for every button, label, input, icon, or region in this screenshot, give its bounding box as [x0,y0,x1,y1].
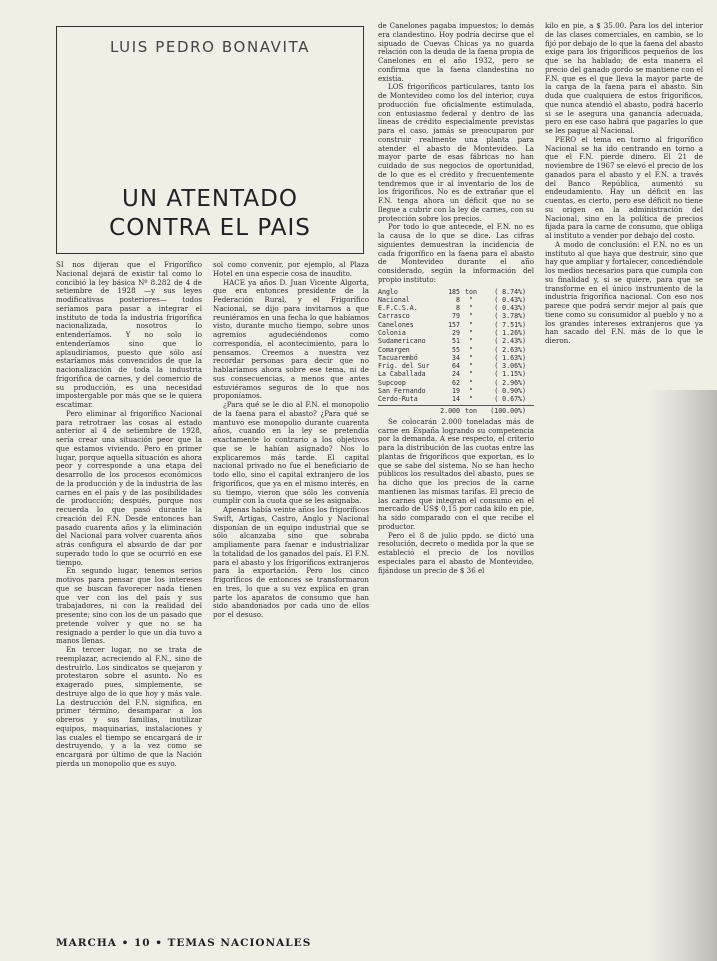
table-cell-qty: 19 [452,387,460,396]
table-cell-name: Tacuarembó [378,353,418,362]
table-cell-pct: ( 3.78%) [494,312,526,321]
table-total-total_pct: (100.00%) [490,406,526,415]
table-cell-qty: 64 [452,362,460,371]
table-cell-qty: 34 [452,353,460,362]
headline-line-2: CONTRA EL PAIS [109,215,311,241]
col2-p2: HACE ya años D. Juan Vicente Algorta, que era entonces presidente de la Federación Rural, y el Frigorífico Nacional, se dijo para invitarnos a que reuniéramos en una fecha lo que habíamos visto, durante mucho tiempo, sobre unos agremios agudeciéndonos como correspondía, el acontecimiento, para lo pensamos. Creemos a nuestra vez recordar personas para decir que no hablaríamos ahora sobre ese tema, ni de sus consecuencias, a menos que antes estuviéramos seguros de lo que nos proponíamos. [213,277,369,401]
paragraph [378,418,534,532]
paragraph [56,646,202,769]
table-row [378,387,534,395]
table-cell-name: Sudamericano [378,337,426,346]
column-4 [545,22,703,929]
table-cell-qty: 185 [448,287,460,296]
table-cell-pct: ( 8.74%) [494,287,526,296]
table-cell-name: Cerdo-Ruta [378,395,418,404]
col1-p1: SI nos dijeran que el Frigorífico Nacional dejará de existir tal como lo concibió la ley básica Nº 8.282 de 4 de setiembre de 1928 —y sus leyes modificativas posteriores— todos seríamos para pasar a integrar el instituto de toda la industria frigorífica nacionalizada, nosotros lo entenderíamos. Y no solo lo entenderíamos sino que lo aplaudiríamos, puesto que sólo así estaríamos más convencidos de que la nacionalización de toda la industria frigorífica de carnes, y del comercio de su producción, es una necesidad impostergable por más que se le quiera escatimar. [56,261,202,409]
table-cell-name: Comargen [378,345,410,354]
table-cell-qty: 62 [452,378,460,387]
table-total-total_qty: 2.000 [440,406,460,415]
table-cell-qty: 8 [456,295,460,304]
table-cell-pct: ( 1.15%) [494,370,526,379]
table-cell-name: Anglo [378,287,398,296]
paragraph [213,261,369,279]
paragraph [213,279,369,402]
table-cell-pct: ( 1.63%) [494,353,526,362]
table-cell-pct: ( 0.90%) [494,387,526,396]
table-row [378,337,534,345]
table-cell-unit: " [469,295,473,304]
table-cell-pct: ( 3.06%) [494,362,526,371]
col3-p1: de Canelones pagaba impuestos; lo demás era clandestino. Hoy podría decirse que el sipuado de Cuevas Chicas ya no guarda relación con la deuda de la faena propia de Canelones en el año 1932, pero se confirma que la faena clandestina no existía. [378,22,534,83]
paragraph [545,241,703,346]
col1-p2: Pero eliminar al frigorífico Nacional para retrotraer las cosas al estado anterior al 4 de setiembre de 1928, sería crear una situación peor que la que estamos viviendo. Pero en primer lugar, porque aquella situación es ahora peor y corresponde a una etapa del desarrollo de los procesos económicos de la producción y de la industria de las carnes en el país y de las posibilidades de producción; después, porque nos recuerda lo que pasó durante la creación del F.N. Desde entonces han pasado cuarenta años y la eliminación del Nacional para volver cuarenta años atrás configura el absurdo de dar por superado todo lo que se ocurrió en ese tiempo. [56,408,202,567]
table-total-total_unit: ton [465,406,477,415]
table-total-blank [378,407,434,415]
table-total-row [378,405,534,415]
column-3 [378,22,534,929]
paragraph [378,83,534,223]
paragraph [378,223,534,284]
paragraph [378,22,534,83]
table-cell-qty: 79 [452,312,460,321]
paragraph [56,567,202,646]
table-cell-unit: " [469,328,473,337]
page-footer: MARCHA • 10 • TEMAS NACIONALES [56,937,312,949]
table-cell-unit: " [469,387,473,396]
table-cell-pct: ( 0.43%) [494,304,526,313]
table-row [378,395,534,403]
paragraph [56,410,202,568]
table-cell-unit: " [469,353,473,362]
paragraph [545,136,703,241]
table-row [378,354,534,362]
col3-p5: Pero el 8 de julio ppdo. se dictó una resolución, decreto o medida por la que se estableció el precio de los novillos especiales para el abasto de Montevideo, fijándose un precio de $ 36 el [378,530,534,575]
table-cell-name: La Caballada [378,370,426,379]
headline-box [56,26,364,254]
table-cell-name: Frig. del Sur [378,362,430,371]
table-cell-unit: " [469,304,473,313]
table-row [378,304,534,312]
table-row [378,329,534,337]
table-cell-qty: 51 [452,337,460,346]
col3-p3: Por todo lo que antecede, el F.N. no es la causa de lo que se dice. Las cifras siguientes demuestran la incidencia de cada frigorífico en la faena para el abasto de Montevideo durante el año considerado, según la información del propio instituto: [378,222,534,284]
table-cell-qty: 157 [448,320,460,329]
col2-p1: sol como convenir, por ejemplo, al Plaza Hotel en una especie cosa de inaudito. [213,261,369,278]
headline-line-1: UN ATENTADO [122,186,298,212]
table-cell-name: Colonia [378,328,406,337]
table-cell-qty: 24 [452,370,460,379]
table-cell-name: Nacional [378,295,410,304]
paragraph [213,506,369,620]
table-cell-unit: " [469,320,473,329]
table-cell-pct: ( 2.96%) [494,378,526,387]
table-cell-pct: ( 1.26%) [494,328,526,337]
table-cell-unit: " [469,345,473,354]
table-cell-unit: " [469,362,473,371]
table-row [378,346,534,354]
table-cell-unit: ton [465,287,477,296]
author-name: LUIS PEDRO BONAVITA [109,38,311,56]
table-cell-qty: 29 [452,328,460,337]
col2-p4: Apenas había veinte años los frigoríficos Swift, Artigas, Castro, Anglo y Nacional disponían de un equipo industrial que se sólo alcanzaba sino que sobraba ampliamente para faenar e industrializar la totalidad de los ganados del país. El F.N. para el abasto y los frigoríficos extranjeros para la exportación. Pero los cinco frigoríficos de entonces se transformaron en tres, lo que a su vez explica en gran parte los aparatos de consumo que han sido abandonados por cada uno de ellos por el desuso. [213,505,369,619]
column-2 [213,261,369,929]
table-cell-qty: 8 [456,304,460,313]
table-cell-unit: " [469,378,473,387]
table-cell-name: Supcoop [378,378,406,387]
table-cell-qty: 55 [452,345,460,354]
col4-p2: PERO el tema en torno al frigorífico Nacional se ha ido centrando en torno a que el F.N. pierde dinero. El 21 de noviembre de 1967 se elevó el precio de los ganados para el abasto y el F.N. a través del Banco República, aumentó su endeudamiento. Hay un déficit en las cuentas, es cierto, pero ese déficit no tiene su origen en la administración del Nacional, sino en la política de precios fijada para la carne de consumo, que obliga al instituto a vender por debajo del costo. [545,134,703,240]
table-row [378,370,534,378]
table-cell-name: Canelones [378,320,414,329]
table-cell-unit: " [469,370,473,379]
col3-p2: LOS frigoríficos particulares, tanto los de Montevideo como los del interior, cuya producción fue oficialmente estimulada, con entusiasmo federal y dentro de las líneas de crédito especialmente previstas para el caso, jamás se preocuparon por construir realmente una planta para atender el abasto de Montevideo. La mayor parte de esas fábricas no han cuidado de sus negocios de oportunidad, de lo que es el crédito y frecuentemente tendremos que ir al inventario de los de los frigoríficos. No es de extrañar que el F.N. tenga ahora un déficit que no se llegue a cubrir con la ley de carnes, con su protección sobre los precios. [378,82,534,223]
col3-p4: Se colocarán 2.000 toneladas más de carne en España logrando su competencia por la demanda. A ese respecto, el criterio para la distribución de las cuotas entre las plantas de frigoríficos que exportan, es lo que se sabe del sistema. No se han hecho públicos los resultados del abasto, pues se ha dicho que los precios de la carne mantienen las mismas tarifas. El precio de las carnes que integran el consumo en el mercado de US$ 0,15 por cada kilo en pie, ha sido comparado con el que recibe el productor. [378,416,534,531]
table-row [378,321,534,329]
paragraph [378,532,534,576]
col2-p3: ¿Para qué se le dio al F.N. el monopolio de la faena para el abasto? ¿Para qué se mantuvo ese monopolio durante cuarenta años, cuando en la ley se pretendía exactamente lo contrario a los objetivos que se le habían asignado? Nos lo explicaremos más tarde. El capital nacional privado no fue el beneficiario de todo ello, sino el capital extranjero de los frigoríficos, que ya en el mismo interés, en su tiempo, vieron que sólo les convenía cumplir con la cuota que se les asignaba. [213,400,369,506]
table-cell-name: E.F.C.S.A. [378,304,418,313]
table-cell-unit: " [469,312,473,321]
table-row [378,288,534,296]
paragraph [213,401,369,506]
paragraph [545,22,703,136]
col1-p4: En tercer lugar, no se trata de reemplazar, acreciendo al F.N., sino de destruirlo. Los sindicatos se quejaron y protestaron sobre el asunto. No es exagerado pues, simplemente, se destruye algo de lo que hoy y más vale. La destrucción del F.N. significa, en primer término, desamparar a los obreros y sus familias, inutilizar equipos, maquinarias, instalaciones y las cuales el tiempo se encargará de ir destruyendo, y a la vez como se encargará por último de que la Nación pierda un monopolio que es suyo. [56,645,202,768]
table-cell-pct: ( 2.43%) [494,337,526,346]
table-row [378,362,534,370]
table-row [378,379,534,387]
table-cell-name: Carrasco [378,312,410,321]
table-row [378,312,534,320]
table-cell-unit: " [469,337,473,346]
table-row [378,296,534,304]
table-cell-pct: ( 7.51%) [494,320,526,329]
table-cell-name: San Fernando [378,387,426,396]
article-headline [57,185,363,243]
col4-p1: kilo en pie, a $ 35.00. Para los del interior de las clases comerciales, en cambio, se lo fijó por debajo de lo que la faena del abasto exige para los frigoríficos pequeños de los que se ha hablado; de esta manera el precio del ganado gordo se mantiene con el F.N. que es el que lleva la mayor parte de la carga de la faena para el abasto. Sin duda que cualquiera de estos frigoríficos, que nunca atendió el abasto, podrá hacerlo si se le asegura una ganancia adecuada, pero en ese caso habrá que pagarles lo que se les pague al Nacional. [545,22,703,135]
table-cell-unit: " [469,395,473,404]
table-cell-qty: 14 [452,395,460,404]
table-cell-pct: ( 0.43%) [494,295,526,304]
col1-p3: En segundo lugar, tenemos serios motivos para pensar que los intereses que se buscan favorecer nada tienen que ver con los del país y sus trabajadores, ni con la realidad del presente; sino con los de un pasado que pretende volver y que no se ha resignado a perder lo que un día tuvo a manos llenas. [56,566,202,646]
table-cell-pct: ( 0.67%) [494,395,526,404]
paragraph [56,261,202,410]
col4-p3: A modo de conclusión: el F.N. no es un instituto al que haya que destruir, sino que hay que ampliar y fortalecer, concediéndole los medios necesarios para que cumpla con su finalidad y, si se quiere, para que se transforme en el único instrumento de la industria frigorífica nacional. Con eso nos parece que podrá servir mejor al país que tiene como su consumidor al pueblo y no a los grandes intereses extranjeros que ya han sacado del F.N. más de lo que le dieron. [545,239,703,345]
slaughter-table [378,288,534,415]
table-cell-pct: ( 2.63%) [494,345,526,354]
column-1 [56,261,202,929]
